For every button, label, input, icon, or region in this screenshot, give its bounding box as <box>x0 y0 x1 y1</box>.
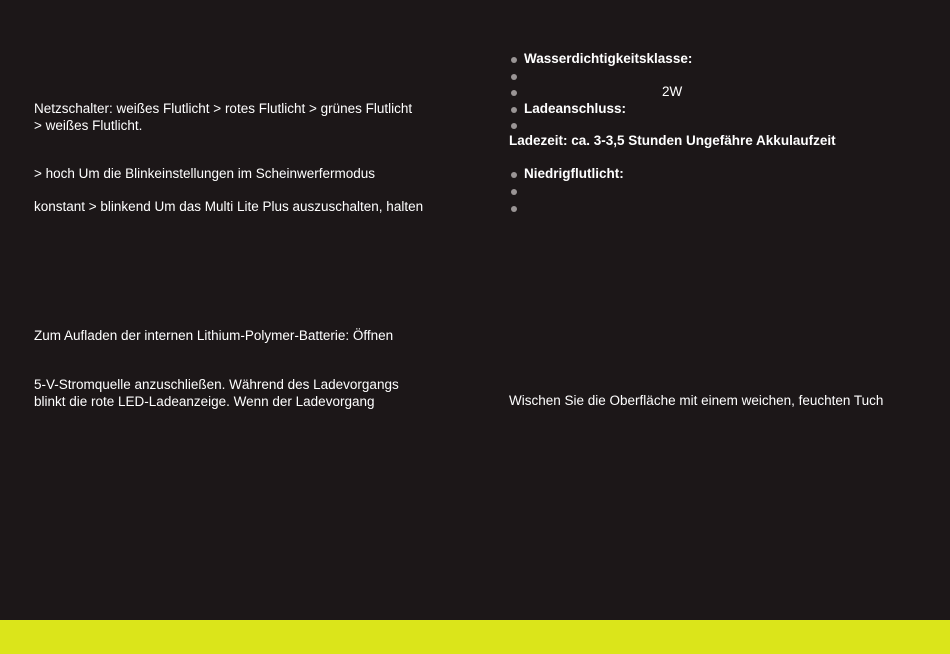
cleaning-text: Wischen Sie die Oberfläche mit einem weichen, feuchten Tuch <box>509 393 884 408</box>
spec-list-item <box>509 68 524 85</box>
spec-label-low-light: Niedrigflutlicht: <box>524 166 624 182</box>
constant-blink-text: konstant > blinkend Um das Multi Lite Plus auszuschalten, halten <box>34 199 424 214</box>
power-switch-text-line2: > weißes Flutlicht. <box>34 118 143 133</box>
spec-list-item <box>509 200 524 217</box>
bullet-icon <box>511 90 517 96</box>
charge-time-heading: Ladezeit: ca. 3-3,5 Stunden Ungefähre Akkulaufzeit <box>509 133 836 148</box>
bullet-icon <box>511 74 517 80</box>
bullet-icon <box>511 189 517 195</box>
spec-list-item <box>509 183 524 200</box>
charging-intro-text: Zum Aufladen der internen Lithium-Polymer-Batterie: Öffnen <box>34 328 394 343</box>
footer-accent-bar <box>0 620 950 654</box>
bullet-icon <box>511 107 517 113</box>
blink-settings-text: > hoch Um die Blinkeinstellungen im Scheinwerfermodus <box>34 166 376 181</box>
spec-power-value: 2W <box>662 84 683 100</box>
power-switch-text-line1: Netzschalter: weißes Flutlicht > rotes Flutlicht > grünes Flutlicht <box>34 101 413 116</box>
spec-list-item <box>509 84 682 101</box>
bullet-icon <box>511 172 517 178</box>
bullet-icon <box>511 123 517 129</box>
charging-text-line1: 5-V-Stromquelle anzuschließen. Während des Ladevorgangs <box>34 377 399 392</box>
charging-text-line2: blinkt die rote LED-Ladeanzeige. Wenn der Ladevorgang <box>34 394 375 409</box>
spec-list-item <box>509 101 626 118</box>
spec-list-item <box>509 117 524 134</box>
spec-list-item <box>509 51 692 68</box>
spec-list-item <box>509 166 624 183</box>
spec-label-charging-port: Ladeanschluss: <box>524 101 627 117</box>
bullet-icon <box>511 206 517 212</box>
spec-label-waterproof: Wasserdichtigkeitsklasse: <box>524 51 693 67</box>
bullet-icon <box>511 57 517 63</box>
